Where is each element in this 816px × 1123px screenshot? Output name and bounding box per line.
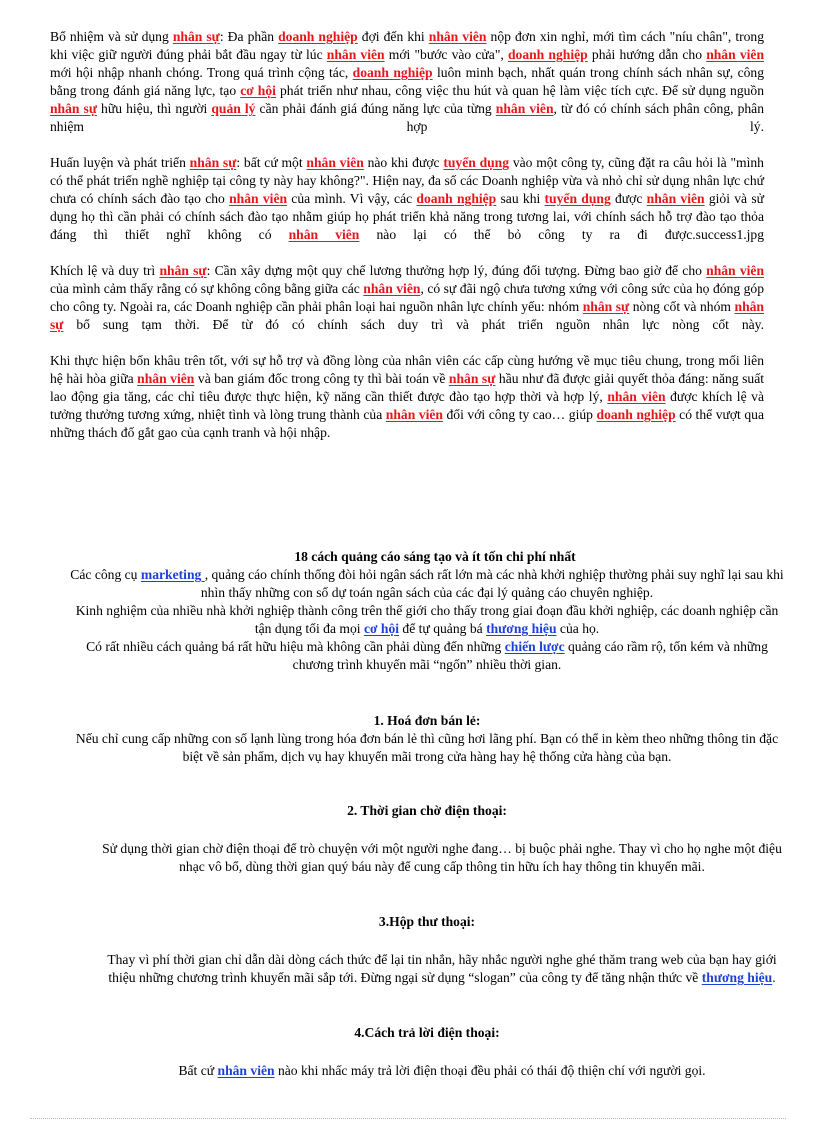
keyword-link[interactable]: nhân viên [137,371,195,386]
text-run: : bất cứ một [236,155,307,170]
text-run: mới hội nhập nhanh chóng. Trong quá trình cộng tác, [50,65,353,80]
keyword-link[interactable]: thương hiệu [486,621,557,636]
keyword-link[interactable]: doanh nghiệp [507,47,588,62]
text-run: , quảng cáo chính thống đòi hỏi ngân sách rất lớn mà các nhà khởi nghiệp thường phải suy nghĩ lại sau khi nhìn thấy những con số dự toán ngân sách của các đại lý quảng cáo chuyên nghiệp. [200,567,784,600]
keyword-link[interactable]: nhân viên [363,281,421,296]
keyword-link[interactable]: chiến lược [504,639,565,654]
text-run: luôn minh bạch, nhất quán trong chính sách nhân sự, công bằng trong đánh giá năng lực, tạo [50,65,764,98]
keyword-link[interactable]: doanh nghiệp [416,191,497,206]
text-run: : Đa phần [219,29,279,44]
intro-paragraph-2 [70,602,784,638]
text-run: Sử dụng thời gian chờ điện thoại để trò chuyện với một người nghe đang… bị buộc phải nghe. Thay vì cho họ nghe một điệu nhạc vô bổ, dùng thời gian quý báu này để cung cấp thông tin hữu ích hay thông tin khuyến mãi. [102,841,782,874]
text-run: phát triển như nhau, công việc thu hút và quan hệ làm việc tích cực. Để sử dụng nguồn [275,83,765,98]
text-run: , có sự đãi ngộ chưa tương xứng với công sức của họ đóng góp cho công ty. Ngoài ra, các Doanh nghiệp cần phải phân loại hai nguồn nhân lực chính yếu: nhóm [50,281,765,314]
text-run: đối với công ty cao… giúp [442,407,597,422]
tip-2-text [100,840,784,876]
intro-paragraph-1 [70,566,784,602]
text-run: của mình. Vì vậy, các [287,191,417,206]
keyword-link[interactable]: nhân sự [50,299,764,332]
keyword-link[interactable]: nhân viên [326,47,385,62]
text-run: Khích lệ và duy trì [50,263,160,278]
text-run: nào khi nhấc máy trả lời điện thoại đều phải có thái độ thiện chí với người gọi. [274,1063,706,1078]
text-run: Khi thực hiện bốn khâu trên tốt, với sự hỗ trợ và đồng lòng của nhân viên các cấp cùng hướng về mục tiêu chung, trong mối liên hệ hài hòa giữa [50,353,764,386]
text-run: Huấn luyện và phát triển [50,155,190,170]
paragraph-motivation [50,262,764,334]
tip-1 [75,712,784,766]
text-run: phải hướng dẫn cho [587,47,707,62]
text-run: Các công cụ [70,567,141,582]
text-run: Bất cứ [178,1063,218,1078]
tip-4 [100,1024,784,1080]
text-run: nào lại có thể bỏ công ty ra đi được.success1.jpg [359,227,765,242]
document-body [50,28,764,460]
text-run: Kinh nghiệm của nhiều nhà khởi nghiệp thành công trên thế giới cho thấy trong giai đoạn đầu khởi nghiệp, các doanh nghiệp cần tận dụng tối đa mọi [75,603,779,636]
keyword-link[interactable]: cơ hội [363,621,400,636]
keyword-link[interactable]: nhân viên [646,191,705,206]
keyword-link[interactable]: nhân sự [189,155,237,170]
keyword-link[interactable]: tuyển dụng [544,191,611,206]
keyword-link[interactable]: thương hiệu [701,970,773,985]
text-run: Có rất nhiều cách quảng bá rất hữu hiệu mà không cần phải dùng đến những [86,639,505,654]
keyword-link[interactable]: nhân viên [217,1063,275,1078]
tip-4-text [100,1062,784,1080]
text-run: đợi đến khi [357,29,429,44]
text-run: nào khi được [363,155,444,170]
keyword-link[interactable]: nhân viên [428,29,487,44]
tip-3 [100,913,784,987]
keyword-link[interactable]: marketing [140,567,205,582]
text-run: nòng cốt và nhóm [629,299,735,314]
text-run: sau khi [496,191,545,206]
keyword-link[interactable]: nhân viên [706,47,765,62]
text-run: để tự quảng bá [399,621,487,636]
keyword-link[interactable]: nhân sự [448,371,496,386]
tip-3-text [100,951,784,987]
paragraph-assignment [50,28,764,136]
keyword-link[interactable]: nhân sự [159,263,207,278]
paragraph-training [50,154,764,244]
text-run: bổ sung tạm thời. Để từ đó có chính sách duy trì và phát triển nguồn nhân lực nòng cốt này. [63,317,764,332]
text-run: hầu như đã được giải quyết thỏa đáng: năng suất lao động gia tăng, các chỉ tiêu được thực hiện, kỹ năng cần thiết được đào tạo hợp thời và hợp lý, [50,371,765,404]
text-run: mới "bước vào cửa", [384,47,508,62]
tip-2-title: 2. Thời gian chờ điện thoại: [347,803,507,818]
text-run: giỏi và sử dụng họ thì cần phải có chính sách đào tạo nhằm giúp họ phát triển khả năng trong tương lai, với chính sách hỗ trợ đào tạo thỏa đáng thì thiết nghĩ không có [50,191,765,242]
text-run: , từ đó có chính sách phân công, phân nhiệm hợp lý. [50,101,765,134]
keyword-link[interactable]: doanh nghiệp [352,65,433,80]
text-run: Thay vì phí thời gian chỉ dẫn dài dòng cách thức để lại tin nhắn, hãy nhắc người nghe ghé thăm trang web của bạn hay giới thiệu những chương trình khuyến mãi sắp tới. Đừng ngại sử dụng “slogan” của công ty để tăng nhận thức về [107,952,777,985]
text-run: của họ. [556,621,600,636]
keyword-link[interactable]: nhân sự [582,299,630,314]
tip-1-text [70,730,784,766]
tip-2 [100,802,784,876]
text-run: : Cần xây dựng một quy chế lương thưởng hợp lý, đúng đối tượng. Đừng bao giờ để cho [206,263,707,278]
keyword-link[interactable]: nhân viên [706,263,765,278]
keyword-link[interactable]: nhân sự [50,101,97,116]
text-run: hữu hiệu, thì người [97,101,212,116]
keyword-link[interactable]: nhân sự [172,29,220,44]
text-run: quảng cáo rầm rộ, tốn kém và những chương trình khuyến mãi “ngốn” nhiều thời gian. [292,639,768,672]
keyword-link[interactable]: nhân viên [288,227,360,242]
tip-4-title: 4.Cách trả lời điện thoại: [354,1025,500,1040]
keyword-link[interactable]: quản lý [211,101,256,116]
keyword-link[interactable]: nhân viên [306,155,364,170]
text-run: vào một công ty, cũng đặt ra câu hỏi là "mình có thể phát triển nghề nghiệp tại công ty này hay không?". Hiện nay, đa số các Doanh nghiệp vừa và nhỏ chỉ sử dụng nhân lực chứ chưa có chính sách đào tạo cho [50,155,764,206]
tip-3-title: 3.Hộp thư thoại: [378,914,476,929]
text-run: và ban giám đốc trong công ty thì bài toán về [194,371,449,386]
text-run: cần phải đánh giá đúng năng lực của từng [255,101,496,116]
advertising-section [70,548,784,674]
text-run: được khích lệ và tưởng thưởng tương xứng, nhiệt tình và lòng trung thành của [50,389,765,422]
keyword-link[interactable]: nhân viên [495,101,554,116]
keyword-link[interactable]: cơ hội [240,83,276,98]
paragraph-conclusion [50,352,764,442]
section-title: 18 cách quảng cáo sáng tạo và ít tốn chi phí nhất [294,549,576,564]
text-run: được [610,191,647,206]
keyword-link[interactable]: tuyển dụng [443,155,510,170]
text-run: nộp đơn xin nghỉ, mới tìm cách "níu chân", trong khi việc giữ người đúng phải bắt đầu ngay từ lúc [50,29,765,62]
intro-paragraph-3 [70,638,784,674]
text-run: của mình cảm thấy rằng có sự không công bằng giữa các [50,281,364,296]
tip-1-title: 1. Hoá đơn bán lẻ: [373,713,481,728]
text-run: . [772,970,776,985]
keyword-link[interactable]: nhân viên [229,191,288,206]
text-run: Nếu chỉ cung cấp những con số lạnh lùng trong hóa đơn bán lẻ thì cũng hơi lãng phí. Bạn có thể in kèm theo những thông tin đặc biệt về sản phẩm, dịch vụ hay khuyến mãi trong cửa hàng hay hệ thống cửa hàng của bạn. [75,731,779,764]
text-run: có thể vượt qua những thách đố gắt gao của cạnh tranh và hội nhập. [50,407,765,440]
keyword-link[interactable]: doanh nghiệp [596,407,676,422]
keyword-link[interactable]: doanh nghiệp [278,29,358,44]
page-bottom-divider [30,1118,786,1119]
keyword-link[interactable]: nhân viên [607,389,666,404]
text-run: Bổ nhiệm và sử dụng [50,29,173,44]
keyword-link[interactable]: nhân viên [385,407,443,422]
